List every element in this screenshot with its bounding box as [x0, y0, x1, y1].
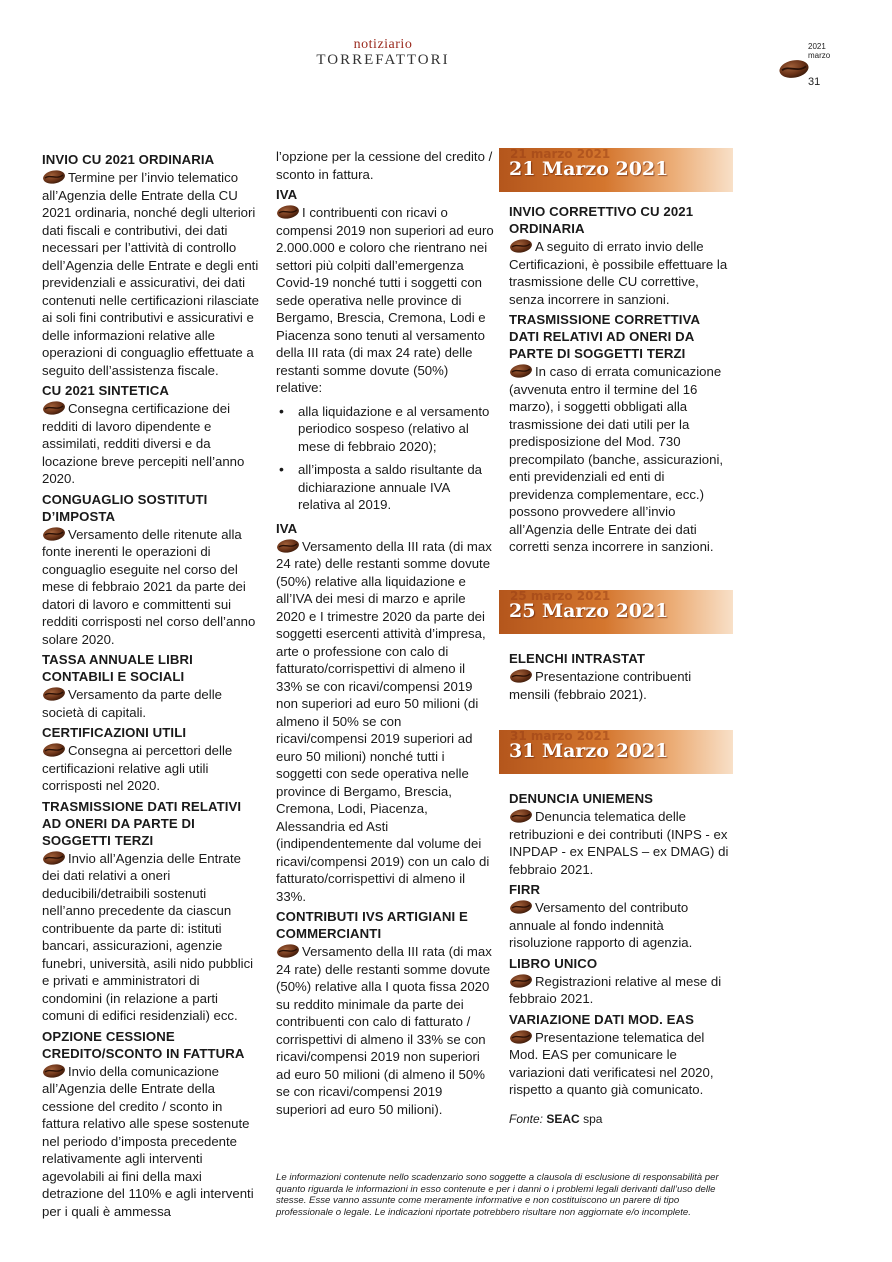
section-body: [42, 169, 262, 379]
coffee-bean-icon: [509, 1029, 533, 1045]
coffee-bean-icon: [42, 1063, 66, 1079]
coffee-bean-icon: [509, 668, 533, 684]
bullet-item: • all’imposta a saldo risultante da dichiarazione annuale IVA relativa al 2019.: [276, 461, 494, 514]
bullet-list: [276, 403, 494, 514]
coffee-bean-icon: [276, 943, 300, 959]
coffee-bean-icon: [509, 808, 533, 824]
coffee-bean-icon: [42, 526, 66, 542]
section-body: [509, 238, 729, 308]
source-name: SEAC: [546, 1111, 580, 1126]
banner-ghost-text: 31 marzo 2021: [510, 730, 611, 743]
section-body: [509, 363, 729, 556]
section-title: LIBRO UNICO: [509, 955, 598, 971]
section-title: CERTIFICAZIONI UTILI: [42, 725, 187, 740]
section-body: [276, 538, 494, 906]
section-text: Registrazioni relative al mese di febbraio 2021.: [509, 973, 722, 1006]
section-title: INVIO CU 2021 ORDINARIA: [42, 152, 215, 167]
section-title: CONGUAGLIO SOSTITUTI D’IMPOSTA: [42, 491, 208, 524]
coffee-bean-icon: [42, 850, 66, 866]
section-text: In caso di errata comunicazione (avvenuta entro il termine del 16 marzo), i soggetti obbligati alla trasmissione dei dati utili per la predisposizione del Mod. 730 precompilato (banche, assicurazioni, enti previdenziali ed enti di previdenza complementare, ecc.) possono provvedere all’invio all’Agenzia delle Entrate dei dati corretti senza incorrere in sanzioni.: [509, 364, 724, 554]
banner-ghost-text: 21 marzo 2021: [510, 148, 611, 161]
column-3-block-25: [509, 647, 729, 705]
banner-ghost-text: 25 marzo 2021: [510, 590, 611, 603]
issue-month: marzo: [808, 51, 831, 60]
coffee-bean-icon: [276, 204, 300, 220]
section-text: Invio all’Agenzia delle Entrate dei dati relativi a oneri deducibili/detraibili sostenuti nell’anno precedente da ciascun contribuente da parte di: istituti bancari, assicurazioni, agenzie funebri, università, asili nido pubblici e privati e amministratori di condomini (in relazione a parti comuni di edifici residenziali) ecc.: [42, 850, 254, 1023]
section-text: Consegna certificazione dei redditi di lavoro dipendente e assimilati, redditi diversi e da locazione breve percepiti nell’anno 2020.: [42, 401, 245, 486]
banner-date: 31 Marzo 2021: [509, 740, 669, 762]
section-title: IVA: [276, 520, 298, 536]
coffee-bean-icon: [42, 400, 66, 416]
section-text: A seguito di errato invio delle Certificazioni, è possibile effettuare la trasmissione delle CU correttive, senza incorrere in sanzioni.: [509, 239, 728, 307]
source-credit: [509, 1111, 729, 1129]
section-text: Invio della comunicazione all’Agenzia delle Entrate della cessione del credito / sconto in fattura relativo alle spese sostenute nel periodo d’imposta precedente relativamente agli interventi agevolabili ai fini della maxi detrazione del 110% e agli interventi per i quali è ammessa: [42, 1063, 254, 1219]
coffee-bean-icon: [42, 686, 66, 702]
section-title: CU 2021 SINTETICA: [42, 383, 170, 398]
date-banner-31: [499, 730, 733, 774]
section-text: Versamento della III rata (di max 24 rate) delle restanti somme dovute (50%) relative alla liquidazione e all’IVA dei mesi di marzo e aprile 2020 e I trimestre 2020 da parte dei soggetti esercenti attività d’impresa, arte o professione con calo di fatturato/corrispettivi di almeno il 33% se con ricavi/compensi 2019 non superiori ad euro 50 milioni (di almeno il 50% se con ricavi/compensi 2019 superiori ad euro 50 milioni) nonché tutti i soggetti con sede operativa nelle province di Bergamo, Brescia, Cremona, Lodi, Piacenza, Alessandria ed Asti (indipendentemente dal volume dei ricavi/compensi 2019) con un calo di fatturato/corrispettivi di almeno il 33%.: [276, 538, 492, 904]
coffee-bean-icon: [509, 238, 533, 254]
coffee-bean-icon: [276, 538, 300, 554]
section-body: [42, 742, 262, 795]
section-title: DENUNCIA UNIEMENS: [509, 791, 654, 806]
section-body: [509, 808, 729, 878]
section-body: [42, 686, 262, 721]
issue-year: 2021: [808, 42, 826, 51]
section-title: TRASMISSIONE CORRETTIVA DATI RELATIVI AD ONERI DA PARTE DI SOGGETTI TERZI: [509, 312, 700, 361]
section-text: Versamento da parte delle società di capitali.: [42, 687, 222, 720]
section-title: TRASMISSIONE DATI RELATIVI AD ONERI DA PARTE DI SOGGETTI TERZI: [42, 798, 242, 848]
page-number: 31: [808, 76, 821, 88]
section-title: FIRR: [509, 882, 541, 897]
section-title: ELENCHI INTRASTAT: [509, 651, 646, 666]
section-text: Presentazione contribuenti mensili (febbraio 2021).: [509, 669, 692, 702]
masthead-top: notiziario: [353, 37, 413, 52]
source-label: Fonte:: [509, 1111, 544, 1126]
section-text: Denuncia telematica delle retribuzioni e dei contributi (INPS - ex INPDAP - ex ENPALS – ex DMAG) di febbraio 2021.: [509, 809, 729, 877]
section-text: I contribuenti con ricavi o compensi 2019 non superiori ad euro 2.000.000 e coloro che rientrano nei settori più colpiti dall’emergenza Covid-19 nonché tutti i soggetti con sede operativa nelle province di Bergamo, Brescia, Cremona, Lodi e Piacenza sono tenuti al versamento della III rata (di max 24 rate) delle restanti somme dovute (50%) relative:: [276, 205, 494, 395]
date-banner-21: [499, 148, 733, 192]
section-text: Termine per l’invio telematico all’Agenzia delle Entrate della CU 2021 ordinaria, nonché degli ulteriori dati fiscali e contributivi, dei dati necessari per l’attività di controllo dell’Agenzia delle Entrate e degli enti previdenziali e assicurativi, dei dati contenuti nelle certificazioni rilasciate ai soli fini contributivi e assicurativi e delle informazioni relative alle operazioni di conguaglio effettuate a seguito dell’assistenza fiscale.: [42, 170, 259, 378]
column-3-block-31: [509, 787, 729, 1128]
section-title: TASSA ANNUALE LIBRI CONTABILI E SOCIALI: [42, 652, 193, 684]
section-body: [509, 668, 729, 703]
section-text: Versamento delle ritenute alla fonte inerenti le operazioni di conguaglio eseguite nel corso del mese di febbraio 2021 da parte dei datori di lavoro e committenti sui redditi corrisposti nel corso dell’anno solare 2020.: [42, 526, 256, 647]
date-banner-25: [499, 590, 733, 634]
coffee-bean-icon: [509, 363, 533, 379]
banner-date: 21 Marzo 2021: [509, 158, 669, 180]
coffee-bean-icon: [509, 973, 533, 989]
section-title: VARIAZIONE DATI MOD. EAS: [509, 1011, 695, 1027]
banner-date: 25 Marzo 2021: [509, 600, 669, 622]
column-3-block-21: [509, 200, 729, 558]
section-title: CONTRIBUTI IVS ARTIGIANI E COMMERCIANTI: [276, 909, 468, 941]
section-body: [42, 526, 262, 649]
section-text: Consegna ai percettori delle certificazioni relative agli utili corrisposti nel 2020.: [42, 743, 233, 793]
column-1: [42, 148, 262, 1222]
source-suffix: spa: [583, 1111, 603, 1126]
masthead-bottom: TORREFATTORI: [316, 52, 450, 68]
section-body: [42, 850, 262, 1025]
section-body: [509, 1029, 729, 1099]
section-text: Versamento del contributo annuale al fondo indennità risoluzione rapporto di agenzia.: [509, 900, 693, 950]
section-body: [42, 1063, 262, 1221]
legal-disclaimer: Le informazioni contenute nello scadenzario sono soggette a clausola di esclusione di responsabilità per quanto riguarda le informazioni in esso contenute e per i danni o i problemi legali derivanti dall’uso delle stesse. Esse vanno assunte come meramente informative e non costituiscono un parere di tipo professionale o legale. Le indicazioni riportate potrebbero risultare non aggiornate e/o incomplete.: [276, 1172, 719, 1218]
coffee-bean-icon: [42, 742, 66, 758]
coffee-bean-icon: [42, 169, 66, 185]
section-body: [276, 943, 494, 1118]
section-body: [42, 400, 262, 488]
bullet-item: • alla liquidazione e al versamento periodico sospeso (relativo al mese di febbraio 2020);: [276, 403, 494, 456]
column-2: [276, 148, 494, 1120]
issue-date: [808, 42, 830, 60]
section-text: Presentazione telematica del Mod. EAS per comunicare le variazioni dati verificatesi nel 2020, rispetto a quanto già comunicato.: [509, 1029, 714, 1097]
coffee-bean-icon: [778, 58, 810, 80]
continued-text: l’opzione per la cessione del credito / sconto in fattura.: [276, 149, 493, 182]
section-title: IVA: [276, 187, 298, 202]
section-body: [509, 899, 729, 952]
section-body: [509, 973, 729, 1008]
section-title: OPZIONE CESSIONE CREDITO/SCONTO IN FATTURA: [42, 1028, 245, 1061]
section-title: INVIO CORRETTIVO CU 2021 ORDINARIA: [509, 204, 694, 236]
section-body: [276, 204, 494, 397]
coffee-bean-icon: [509, 899, 533, 915]
section-text: Versamento della III rata (di max 24 rate) delle restanti somme dovute (50%) relative alla I quota fissa 2020 su reddito minimale da parte dei contribuenti con calo di fatturato / corrispettivi di almeno il 33% se con ricavi/compensi 2019 non superiori ad euro 50 milioni (di almeno il 50% se con ricavi/compensi 2019 superiori ad euro 50 milioni).: [276, 944, 492, 1117]
magazine-masthead: [298, 38, 468, 68]
